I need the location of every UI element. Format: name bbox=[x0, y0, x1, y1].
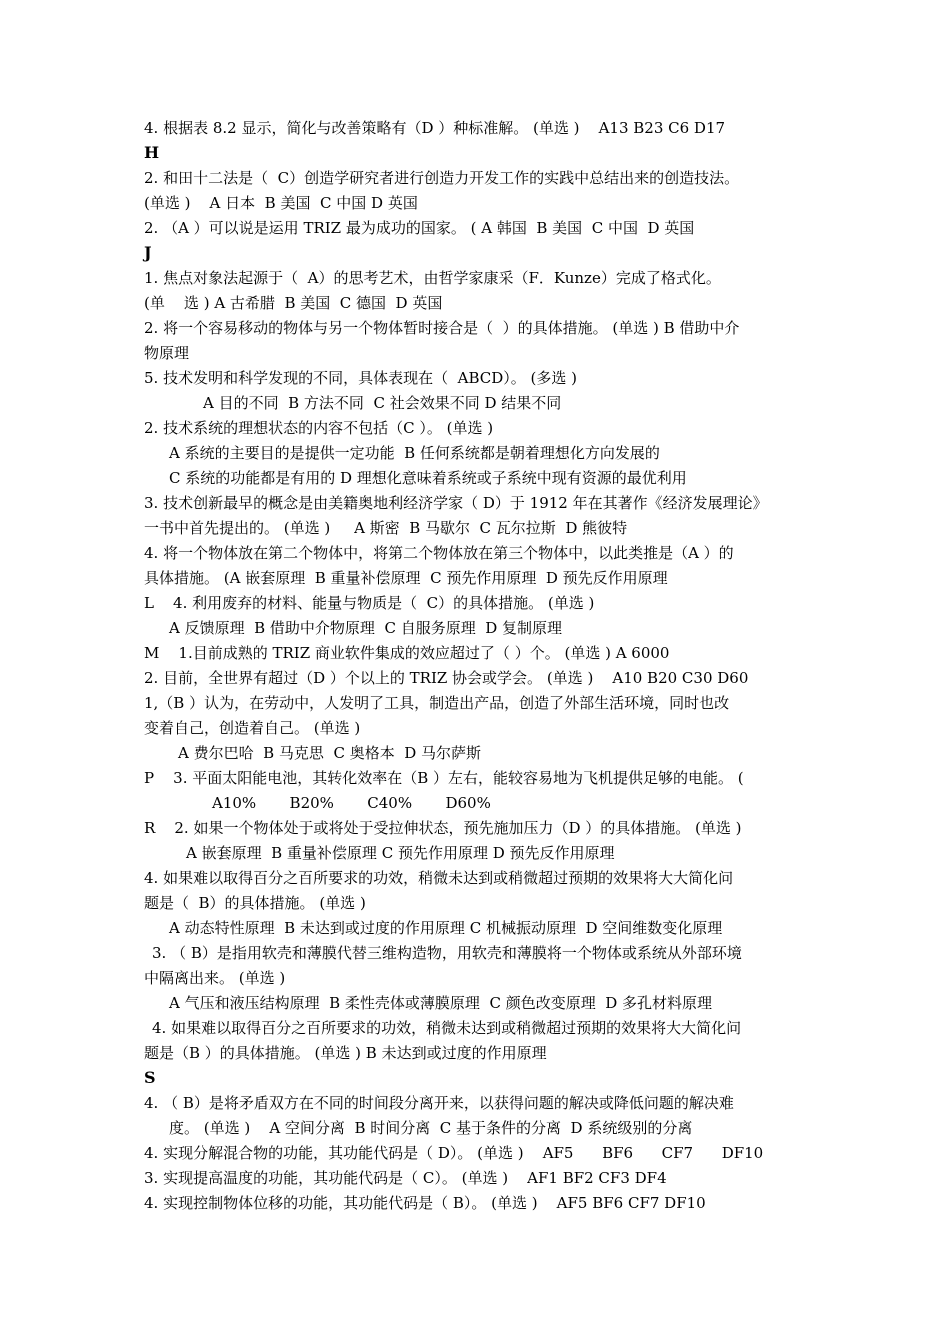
text-line: L 4. 利用废弃的材料、能量与物质是（ C）的具体措施。 (单选 ) bbox=[144, 594, 595, 612]
text-line: M 1.目前成熟的 TRIZ 商业软件集成的效应超过了（ ）个。 (单选 ) A 6000 bbox=[144, 644, 670, 662]
text-line: 3. 技术创新最早的概念是由美籍奥地利经济学家（ D）于 1912 年在其著作《经济发展理论》 bbox=[144, 494, 768, 512]
text-line: 3. 实现提高温度的功能，其功能代码是（ C）。 (单选 ) AF1 BF2 CF3 DF4 bbox=[144, 1169, 667, 1187]
text-line: P 3. 平面太阳能电池，其转化效率在（B ）左右，能较容易地为飞机提供足够的电能。 ( bbox=[144, 769, 744, 787]
text-line: A 嵌套原理 B 重量补偿原理 C 预先作用原理 D 预先反作用原理 bbox=[186, 844, 615, 862]
text-line: 2. 技术系统的理想状态的内容不包括（C ）。 (单选 ) bbox=[144, 419, 494, 437]
text-line: 题是（B ）的具体措施。 (单选 ) B 未达到或过度的作用原理 bbox=[144, 1044, 547, 1062]
text-line: (单选 ) A 日本 B 美国 C 中国 D 英国 bbox=[144, 194, 418, 212]
text-line: 2. （A ）可以说是运用 TRIZ 最为成功的国家。 ( A 韩国 B 美国 C 中国 D 英国 bbox=[144, 219, 695, 237]
text-line: A10% B20% C40% D60% bbox=[212, 794, 491, 812]
text-line: 4. 根据表 8.2 显示，简化与改善策略有（D ）种标准解。 (单选 ) A13 B23 C6 D17 bbox=[144, 119, 726, 137]
text-line: 物原理 bbox=[144, 344, 190, 362]
text-line: 2. 和田十二法是（ C）创造学研究者进行创造力开发工作的实践中总结出来的创造技法。 bbox=[144, 169, 740, 187]
text-line: (单 选 ) A 古希腊 B 美国 C 德国 D 英国 bbox=[144, 294, 443, 312]
text-line: 2. 将一个容易移动的物体与另一个物体暂时接合是（ ）的具体措施。 (单选 ) B 借助中介 bbox=[144, 319, 740, 337]
section-heading: H bbox=[144, 143, 160, 162]
text-line: 4. 如果难以取得百分之百所要求的功效，稍微未达到或稍微超过预期的效果将大大简化问 bbox=[144, 869, 734, 887]
text-line: 度。 (单选 ) A 空间分离 B 时间分离 C 基于条件的分离 D 系统级别的分离 bbox=[169, 1119, 693, 1137]
text-line: 5. 技术发明和科学发现的不同，具体表现在（ ABCD）。 (多选 ) bbox=[144, 369, 577, 387]
text-line: A 气压和液压结构原理 B 柔性壳体或薄膜原理 C 颜色改变原理 D 多孔材料原理 bbox=[169, 994, 713, 1012]
text-line: C 系统的功能都是有用的 D 理想化意味着系统或子系统中现有资源的最优利用 bbox=[169, 469, 687, 487]
section-heading: J bbox=[144, 243, 152, 262]
text-line: 4. 实现控制物体位移的功能，其功能代码是（ B）。 (单选 ) AF5 BF6 CF7 DF10 bbox=[144, 1194, 706, 1212]
section-heading: S bbox=[144, 1068, 156, 1087]
text-line: 题是（ B）的具体措施。 (单选 ) bbox=[144, 894, 366, 912]
text-line: 中隔离出来。 (单选 ) bbox=[144, 969, 286, 987]
text-line: 具体措施。 (A 嵌套原理 B 重量补偿原理 C 预先作用原理 D 预先反作用原理 bbox=[144, 569, 668, 587]
text-line: 1,（B ）认为，在劳动中，人发明了工具，制造出产品，创造了外部生活环境，同时也改 bbox=[144, 694, 730, 712]
text-line: 4. 将一个物体放在第二个物体中，将第二个物体放在第三个物体中，以此类推是（A ）的 bbox=[144, 544, 734, 562]
text-line: R 2. 如果一个物体处于或将处于受拉伸状态，预先施加压力（D ）的具体措施。 (单选 ) bbox=[144, 819, 742, 837]
text-line: A 目的不同 B 方法不同 C 社会效果不同 D 结果不同 bbox=[203, 394, 562, 412]
text-line: A 动态特性原理 B 未达到或过度的作用原理 C 机械振动原理 D 空间维数变化原理 bbox=[169, 919, 723, 937]
text-line: A 系统的主要目的是提供一定功能 B 任何系统都是朝着理想化方向发展的 bbox=[169, 444, 660, 462]
text-line: 4. （ B）是将矛盾双方在不同的时间段分离开来，以获得问题的解决或降低问题的解决难 bbox=[144, 1094, 734, 1112]
text-line: 变着自己，创造着自己。 (单选 ) bbox=[144, 719, 361, 737]
text-line: 4. 实现分解混合物的功能，其功能代码是（ D）。 (单选 ) AF5 BF6 CF7 DF10 bbox=[144, 1144, 764, 1162]
text-line: A 反馈原理 B 借助中介物原理 C 自服务原理 D 复制原理 bbox=[169, 619, 563, 637]
text-line: 1. 焦点对象法起源于（ A）的思考艺术，由哲学家康采（F．Kunze）完成了格式化。 bbox=[144, 269, 721, 287]
text-line: 3. （ B）是指用软壳和薄膜代替三维构造物，用软壳和薄膜将一个物体或系统从外部环境 bbox=[152, 944, 742, 962]
text-line: 4. 如果难以取得百分之百所要求的功效，稍微未达到或稍微超过预期的效果将大大简化问 bbox=[152, 1019, 742, 1037]
text-line: A 费尔巴哈 B 马克思 C 奥格本 D 马尔萨斯 bbox=[178, 744, 482, 762]
text-line: 2. 目前，全世界有超过（D ）个以上的 TRIZ 协会或学会。 (单选 ) A10 B20 C30 D60 bbox=[144, 669, 749, 687]
text-line: 一书中首先提出的。 (单选 ) A 斯密 B 马歇尔 C 瓦尔拉斯 D 熊彼特 bbox=[144, 519, 628, 537]
